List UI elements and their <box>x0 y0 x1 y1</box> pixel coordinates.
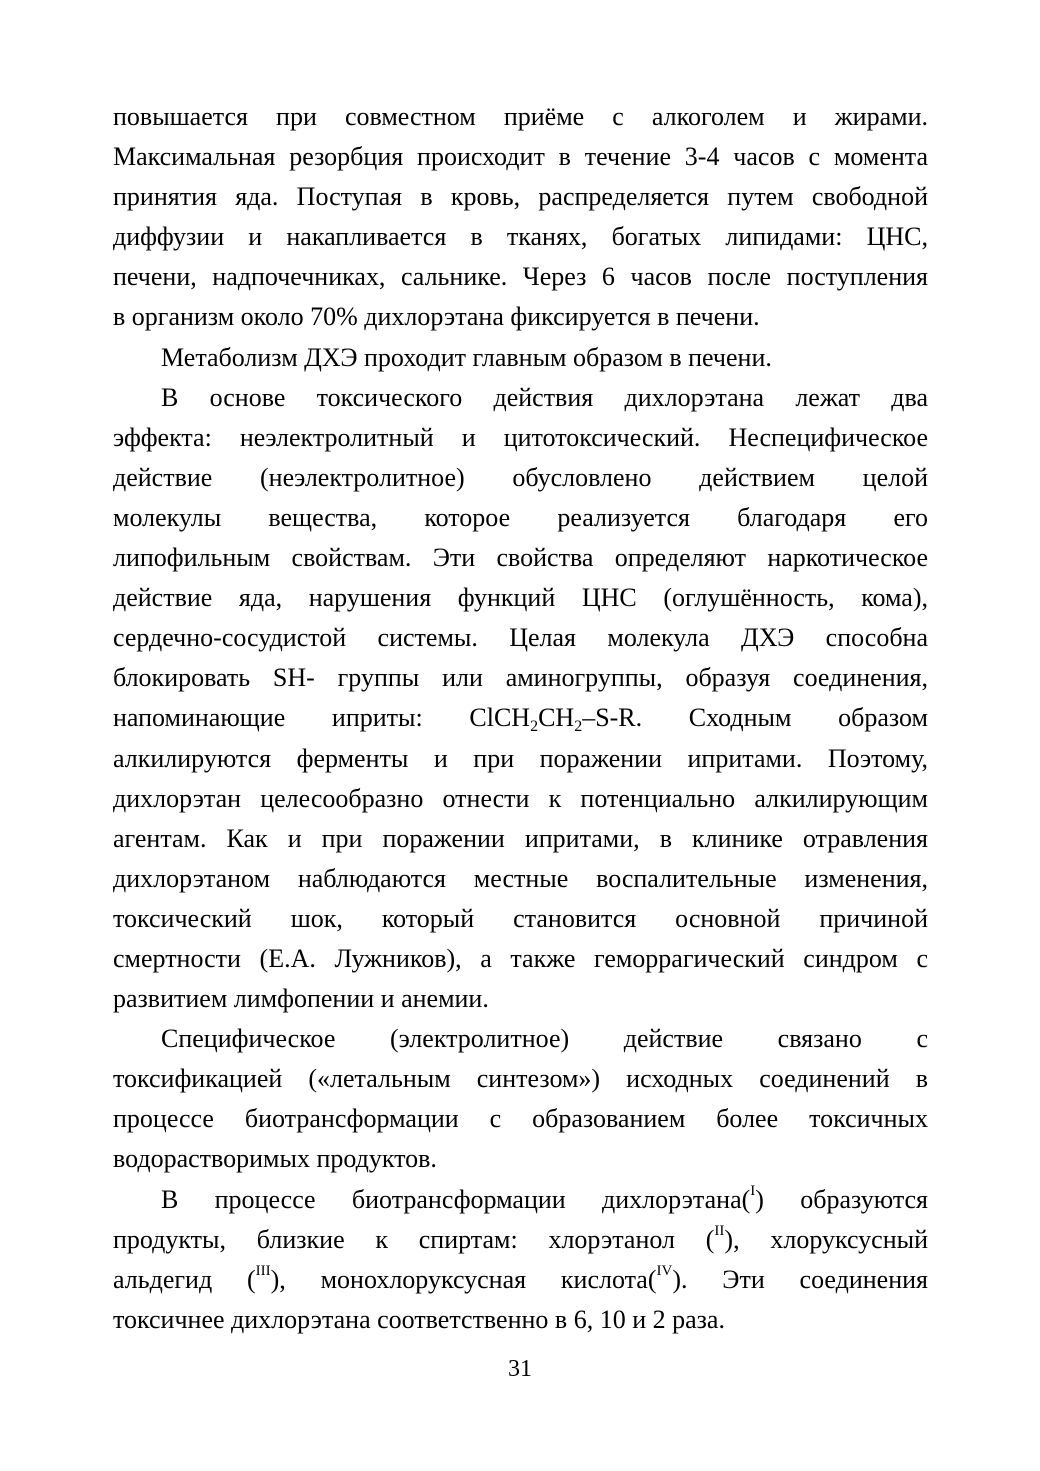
text-line: в организм около 70% дихлорэтана фиксируется в печени. <box>113 302 760 332</box>
text-line: дихлорэтан целесообразно отнести к потенциально алкилирующим <box>113 783 928 813</box>
text-line: развитием лимфопении и анемии. <box>113 984 489 1014</box>
text-line: водорастворимых продуктов. <box>113 1144 437 1174</box>
paragraph-absorption <box>113 97 928 338</box>
text-line: альдегид ($^{III}$), монохлоруксусная кислота($^{IV}$). Эти соединения <box>113 1262 928 1294</box>
text-line: токсичнее дихлорэтана соответственно в 6, 10 и 2 раза. <box>113 1304 725 1334</box>
text-line: алкилируются ферменты и при поражении ипритами. Поэтому, <box>113 743 928 773</box>
text-line: Метаболизм ДХЭ проходит главным образом в печени. <box>161 342 772 372</box>
paragraph-toxic-action <box>113 378 928 1020</box>
text-line: молекулы вещества, которое реализуется благодаря его <box>113 502 928 532</box>
page-body <box>113 97 928 1340</box>
text-line: дихлорэтаном наблюдаются местные воспалительные изменения, <box>113 863 928 893</box>
formula-line: напоминающие иприты: $ClCH_2CH_2-S-R$. Сходным образом <box>113 703 928 736</box>
text-line: принятия яда. Поступая в кровь, распределяется путем свободной <box>113 182 928 212</box>
text-line: сердечно-сосудистой системы. Целая молекула ДХЭ способна <box>113 623 928 653</box>
text-line: агентам. Как и при поражении ипритами, в клинике отравления <box>113 823 928 853</box>
paragraph-metabolism <box>113 338 928 378</box>
page-number: 31 <box>508 1356 532 1382</box>
text-line: токсический шок, который становится основной причиной <box>113 903 928 933</box>
text-line: диффузии и накапливается в тканях, богатых липидами: ЦНС, <box>113 222 928 252</box>
text-line: смертности (Е.А. Лужников), а также геморрагический синдром с <box>113 943 928 973</box>
text-line: действие (неэлектролитное) обусловлено действием целой <box>113 462 928 492</box>
text-line: повышается при совместном приёме с алкоголем и жирами. <box>113 102 928 131</box>
text-line: продукты, близкие к спиртам: хлорэтанол ($^{II}$), хлоруксусный <box>113 1222 928 1254</box>
text-line: Специфическое (электролитное) действие связано с <box>161 1024 928 1054</box>
text-line: процессе биотрансформации с образованием более токсичных <box>113 1104 928 1134</box>
text-line: действие яда, нарушения функций ЦНС (оглушённость, кома), <box>113 583 928 613</box>
text-line: печени, надпочечниках, сальнике. Через 6 часов после поступления <box>113 262 928 292</box>
text-line: Максимальная резорбция происходит в течение 3-4 часов с момента <box>113 142 928 172</box>
text-line: В основе токсического действия дихлорэтана лежат два <box>161 382 928 412</box>
paragraph-biotransformation <box>113 1180 928 1340</box>
text-line: эффекта: неэлектролитный и цитотоксический. Неспецифическое <box>113 422 928 452</box>
text-line: В процессе биотрансформации дихлорэтана($^I$) образуются <box>161 1182 928 1214</box>
paragraph-specific-action <box>113 1019 928 1179</box>
text-line: блокировать SH- группы или аминогруппы, образуя соединения, <box>113 663 928 693</box>
text-line: липофильным свойствам. Эти свойства определяют наркотическое <box>113 543 928 573</box>
text-line: токсификацией («летальным синтезом») исходных соединений в <box>113 1064 928 1094</box>
